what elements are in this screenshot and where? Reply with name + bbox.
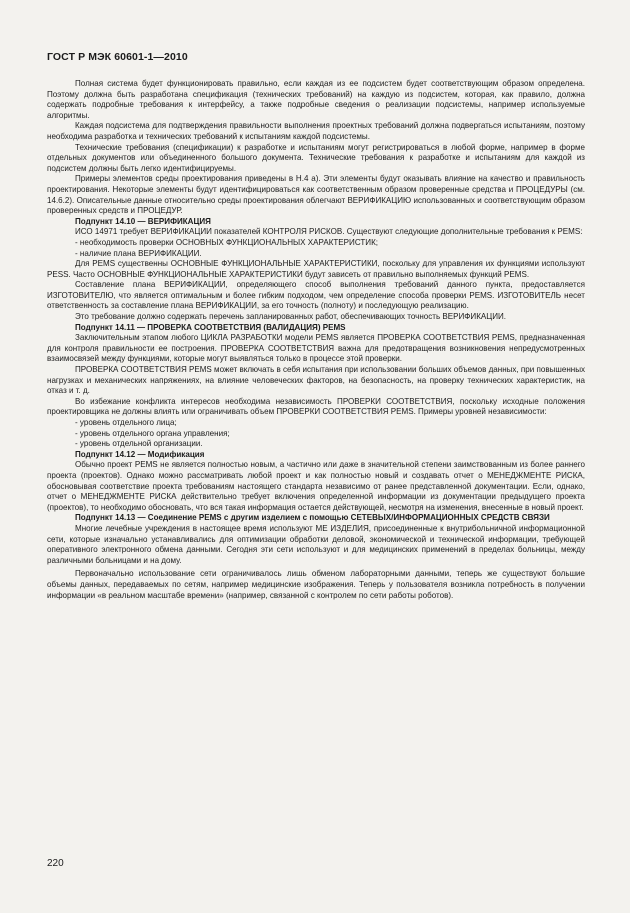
paragraph: ПРОВЕРКА СООТВЕТСТВИЯ PEMS может включать в себя испытания при использовании больших объемов данных, при повышенных нагрузках и механических напряжениях, на влияние человеческих факторов, на безопасность, на проверку технических характеристик, на отказ и т. д. — [47, 365, 586, 396]
paragraph: Заключительным этапом любого ЦИКЛА РАЗРАБОТКИ модели PEMS является ПРОВЕРКА СООТВЕТСТВИЯ PEMS, предназначенная для контроля правильности ее построения. ПРОВЕРКА СООТВЕТСТВИЯ важна для предотвращения возникновения непредусмотренных взаимосвязей между функциями, которые могут выявляться только в процессе этой проверки. — [47, 333, 585, 364]
paragraph: ИСО 14971 требует ВЕРИФИКАЦИИ показателей КОНТРОЛЯ РИСКОВ. Существуют следующие дополнительные требования к PEMS: — [75, 227, 583, 237]
paragraph: Составление плана ВЕРИФИКАЦИИ, определяющего способ выполнения требований данного пункта, предоставляется ИЗГОТОВИТЕЛЮ, что является оптимальным и более гибким подходом, чем определение способа проверки PEMS. ИЗГОТОВИТЕЛЬ несет ответственность за составление плана ВЕРИФИКАЦИИ, за его точность (полноту) и последующую реализацию. — [47, 280, 585, 311]
paragraph: Каждая подсистема для подтверждения правильности выполнения проектных требований должна подвергаться испытаниям, поэтому необходима разработка и технических требований к испытаниям каждой подсистемы. — [47, 121, 585, 141]
standard-header: ГОСТ Р МЭК 60601-1—2010 — [47, 51, 188, 63]
paragraph: Во избежание конфликта интересов необходима независимость ПРОВЕРКИ СООТВЕТСТВИЯ, поскольку исходные положения проектировщика не должны влиять или ограничивать объем ПРОВЕРКИ СООТВЕТСТВИЯ PEMS. Примеры уровней независимости: — [47, 396, 585, 417]
paragraph: Полная система будет функционировать правильно, если каждая из ее подсистем будет соответствующим образом определена. Поэтому должна быть разработана спецификация (технических требований) на каждую из подсистем, которая, как правило, должна содержать подробные требования к интерфейсу, а также подробные сведения о реализации подсистемы, например используемые алгоритмы. — [47, 79, 585, 120]
list-item: - наличие плана ВЕРИФИКАЦИИ. — [75, 248, 202, 258]
page-number: 220 — [47, 858, 64, 869]
list-item: - уровень отдельной организации. — [75, 439, 203, 449]
list-item: - уровень отдельного органа управления; — [75, 428, 230, 438]
list-item: - уровень отдельного лица; — [75, 418, 177, 427]
paragraph: Многие лечебные учреждения в настоящее время используют МЕ ИЗДЕЛИЯ, присоединенные к внутрибольничной информационной сети, которые изначально устанавливались для оптимизации обработки деловой, экономической и технической информации, требующей оперативного электронного обмена данными. Сегодня эти сети используют и для медицинских применений в пределах больницы, между различными больницами и на дому. — [47, 523, 585, 565]
paragraph: Технические требования (спецификации) к разработке и испытаниям могут регистрироваться в любой форме, например в форме отдельных документов или объединенного большого документа. Технические требования к разработке и испытаниям для каждой из подсистем должны быть легко идентифицируемы. — [47, 142, 585, 173]
section-heading: Подпункт 14.11 — ПРОВЕРКА СООТВЕТСТВИЯ (ВАЛИДАЦИЯ) PEMS — [75, 322, 346, 332]
paragraph: Обычно проект PEMS не является полностью новым, а частично или даже в значительной степени заимствованным из более раннего проекта (проектов). Однако можно рассматривать любой проект и как полностью новый и создавать отчет о МЕНЕДЖМЕНТЕ РИСКА, обосновывая соответствие проекта требованиям настоящего стандарта независимо от ранее представленной документации. Если, однако, отчет о МЕНЕДЖМЕНТЕ РИСКА действительно требует включения определенной информации из документации предыдущего проекта (проектов), то необходимо обосновать, что вся такая информация остается действующей, несмотря на изменения, внесенные в новый проект. — [47, 460, 585, 512]
paragraph: Это требование должно содержать перечень запланированных работ, обеспечивающих точность ВЕРИФИКАЦИИ. — [75, 312, 507, 322]
paragraph: Первоначально использование сети ограничивалось лишь обменом лабораторными данными, теперь же существуют большие объемы данных, передаваемых по сетям, например медицинские изображения. Теперь у пользователя возникла потребность в получении информации «в реальном масштабе времени» (например, связанной с контролем по сети работы роботов). — [47, 569, 585, 600]
paragraph: Примеры элементов среды проектирования приведены в Н.4 а). Эти элементы будут оказывать влияние на качество и правильность проектирования. Некоторые элементы будут идентифицироваться как соответственным образом проверенные средства и ПРОЦЕДУРЫ (см. 14.6.2). Описательные данные относительно среды проектирования облегчают ВЕРИФИКАЦИЮ использованных и соответствующим образом проверенных средств и ПРОЦЕДУР. — [47, 174, 585, 216]
section-heading: Подпункт 14.12 — Модификация — [75, 449, 205, 459]
section-heading: Подпункт 14.10 — ВЕРИФИКАЦИЯ — [75, 216, 211, 226]
list-item: - необходимость проверки ОСНОВНЫХ ФУНКЦИОНАЛЬНЫХ ХАРАКТЕРИСТИК; — [75, 237, 378, 247]
paragraph: Для PEMS существенны ОСНОВНЫЕ ФУНКЦИОНАЛЬНЫЕ ХАРАКТЕРИСТИКИ, поскольку для управления их функциями используют PESS. Часто ОСНОВНЫЕ ФУНКЦИОНАЛЬНЫЕ ХАРАКТЕРИСТИКИ будут зависеть от правильно выполняемых функций PEMS. — [47, 259, 585, 279]
section-heading: Подпункт 14.13 — Соединение PEMS с другим изделием с помощью СЕТЕВЫХ/ИНФОРМАЦИОННЫХ СРЕДСТВ СВЯЗИ — [75, 513, 550, 523]
document-body — [47, 79, 585, 601]
